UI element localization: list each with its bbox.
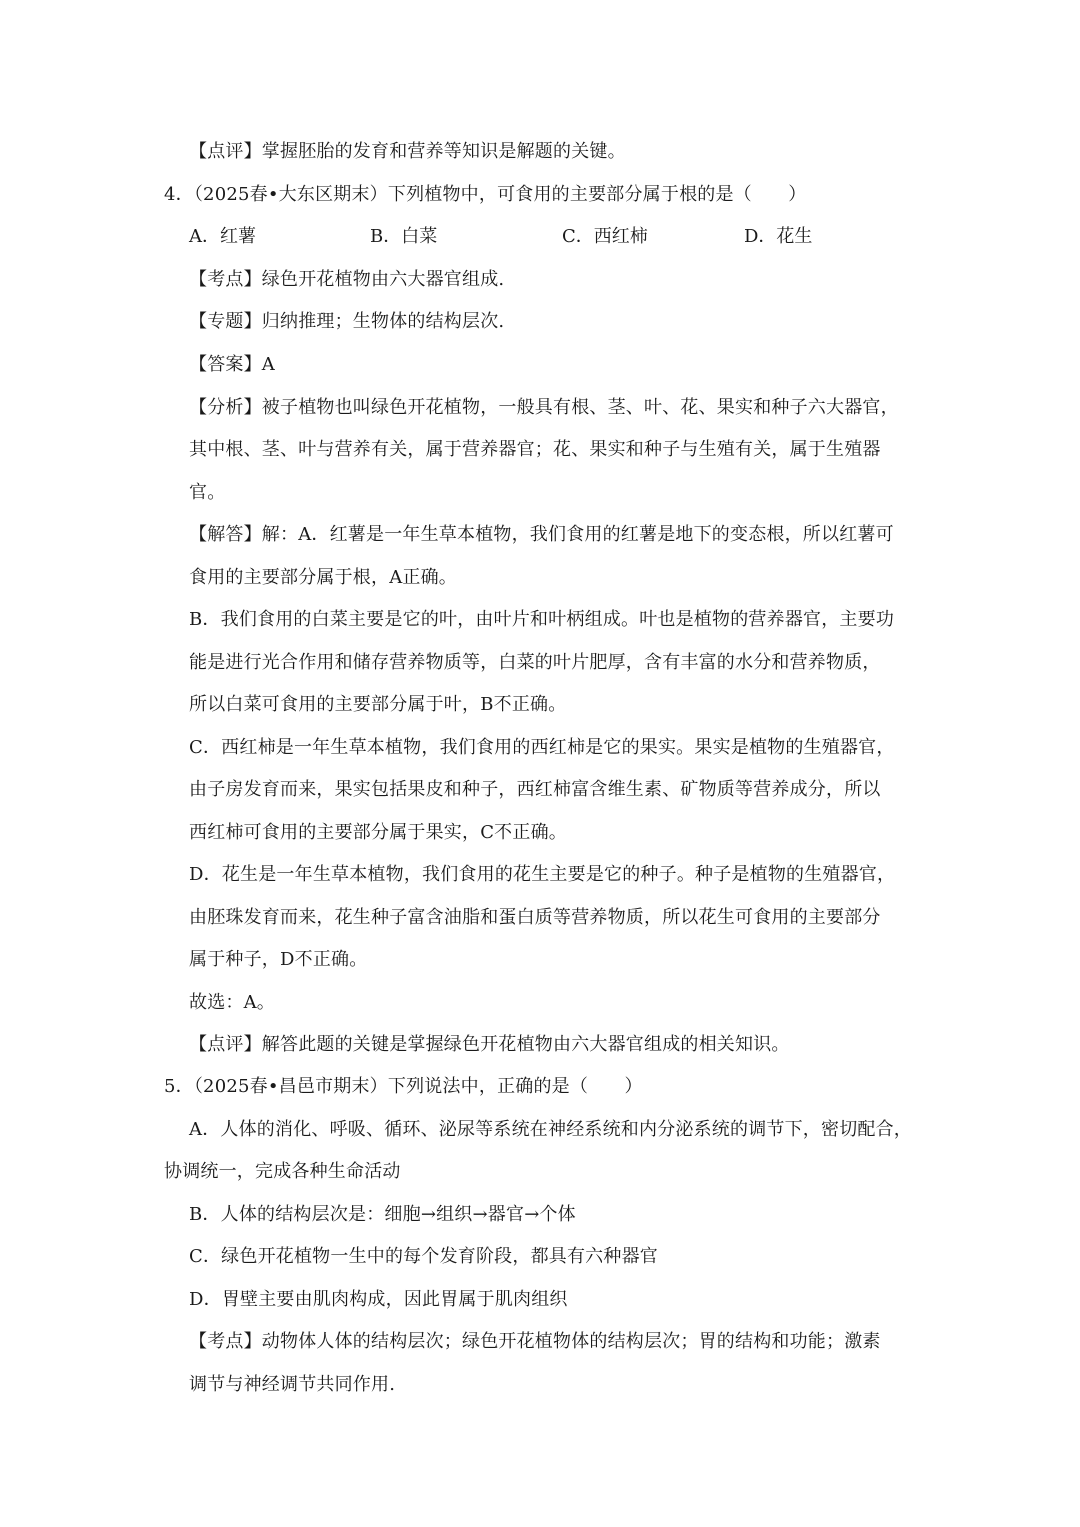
q4-analysis-line: 其中根、茎、叶与营养有关，属于营养器官；花、果实和种子与生殖有关，属于生殖器 (189, 439, 881, 460)
q4-answer: 【答案】A (189, 354, 275, 375)
q4-solution-line: 属于种子，D不正确。 (189, 949, 368, 970)
q4-zhuanti: 【专题】归纳推理；生物体的结构层次. (189, 311, 505, 332)
q4-solution-line: 故选：A。 (189, 992, 275, 1013)
q4-option-c: C．西红柿 (562, 226, 648, 247)
q4-option-a: A．红薯 (189, 226, 256, 247)
q4-option-d: D．花生 (744, 226, 813, 247)
q4-kaodian: 【考点】绿色开花植物由六大器官组成. (189, 269, 505, 290)
q5-option-c: C．绿色开花植物一生中的每个发育阶段，都具有六种器官 (189, 1246, 658, 1267)
q5-option-b: B．人体的结构层次是：细胞→组织→器官→个体 (189, 1204, 576, 1225)
q5-kaodian-line: 调节与神经调节共同作用. (189, 1374, 396, 1395)
q5-stem: 5．（2025春•昌邑市期末）下列说法中，正确的是（ ） (164, 1076, 643, 1097)
q4-analysis-line: 【分析】被子植物也叫绿色开花植物，一般具有根、茎、叶、花、果实和种子六大器官， (189, 397, 899, 418)
q4-analysis-line: 官。 (189, 482, 226, 503)
q4-solution-line: C．西红柿是一年生草本植物，我们食用的西红柿是它的果实。果实是植物的生殖器官， (189, 737, 895, 758)
q4-solution-line: B．我们食用的白菜主要是它的叶，由叶片和叶柄组成。叶也是植物的营养器官，主要功 (189, 609, 895, 630)
q4-comment: 【点评】解答此题的关键是掌握绿色开花植物由六大器官组成的相关知识。 (189, 1034, 790, 1055)
q4-option-b: B．白菜 (370, 226, 438, 247)
q5-option-d: D．胃壁主要由肌肉构成，因此胃属于肌肉组织 (189, 1289, 568, 1310)
q4-solution-line: 【解答】解：A．红薯是一年生草本植物，我们食用的红薯是地下的变态根，所以红薯可 (189, 524, 894, 545)
q5-option-a-line: A．人体的消化、呼吸、循环、泌尿等系统在神经系统和内分泌系统的调节下，密切配合， (189, 1119, 912, 1140)
q4-solution-line: 西红柿可食用的主要部分属于果实，C不正确。 (189, 822, 567, 843)
q4-solution-line: 由子房发育而来，果实包括果皮和种子，西红柿富含维生素、矿物质等营养成分，所以 (189, 779, 881, 800)
q4-options (189, 225, 889, 249)
q4-solution-line: 食用的主要部分属于根，A正确。 (189, 567, 457, 588)
q4-solution-line: D．花生是一年生草本植物，我们食用的花生主要是它的种子。种子是植物的生殖器官， (189, 864, 896, 885)
q4-stem: 4．（2025春•大东区期末）下列植物中，可食用的主要部分属于根的是（ ） (164, 184, 807, 205)
q5-option-a-line: 协调统一，完成各种生命活动 (164, 1161, 401, 1182)
prev-comment: 【点评】掌握胚胎的发育和营养等知识是解题的关键。 (189, 141, 626, 162)
q5-kaodian-line: 【考点】动物体人体的结构层次；绿色开花植物体的结构层次；胃的结构和功能；激素 (189, 1331, 881, 1352)
q4-solution-line: 由胚珠发育而来，花生种子富含油脂和蛋白质等营养物质，所以花生可食用的主要部分 (189, 907, 881, 928)
q4-solution-line: 能是进行光合作用和储存营养物质等，白菜的叶片肥厚，含有丰富的水分和营养物质， (189, 652, 881, 673)
q4-solution-line: 所以白菜可食用的主要部分属于叶，B不正确。 (189, 694, 567, 715)
